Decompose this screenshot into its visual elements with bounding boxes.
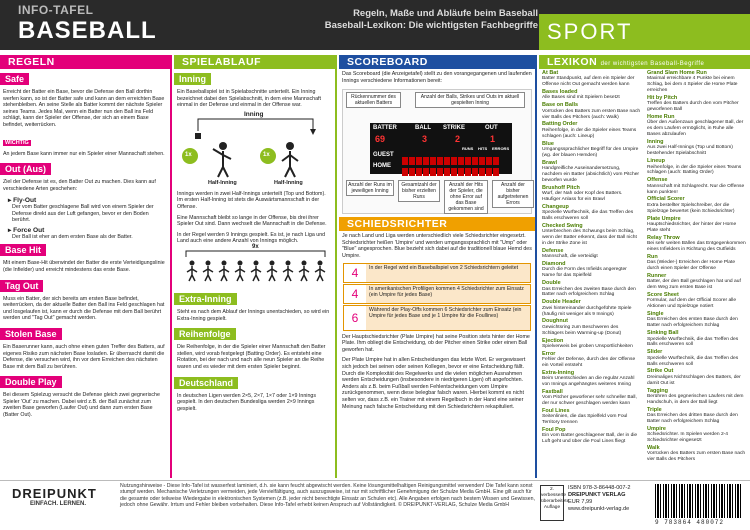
glossary-definition: Umgangssprachlicher Begriff für den Umpire (wg. der blauen Hemden) xyxy=(542,146,639,158)
glossary-term: Relay Throw xyxy=(647,234,680,241)
glossary-term: Brawl xyxy=(542,159,557,166)
umpire-count-3: 6 xyxy=(351,310,359,325)
germany-text: In deutschen Ligen werden 2×5, 2×7, 1×7 oder 1×9 Innings gespielt. In den deutschen Bundesliga werden 2×9 Innings gespielt. xyxy=(177,392,317,412)
force-out-label: Force Out xyxy=(13,226,45,234)
glossary-right xyxy=(644,69,749,465)
force-out-heading xyxy=(8,226,170,234)
stolen-base-text: Ein Baserunner kann, auch ohne einen guten Treffer des Batters, auf eigenes Risiko zum nächsten Base losladen. Er überrascht damit die Defense, die versuchen wird, ihn vor dem Erreichen des nächsten Base mit dem Ball zu berühren. xyxy=(3,343,165,370)
safe-text: Erreicht der Batter ein Base, bevor die Defense den Ball dorthin werfen kann, so ist der Batter safe und kann an dem erreichten Base stehenbleiben. An seine Stelle als Batter kommt der nächste Spieler seines Teams. Jedes Mal, wenn ein Batter nun den Ball ins Feld schlägt, kann der Spieler der Offense, der sich an einem Base befindet, weiterrücken. xyxy=(3,89,165,128)
website: www.dreipunkt-verlag.de xyxy=(568,506,630,512)
glossary-term: Umpire xyxy=(647,425,666,432)
tag-out-heading: Tag Out xyxy=(0,280,43,292)
glossary-definition: Mannschaft, die verteidigt xyxy=(542,254,598,260)
glossary-term: Fastball xyxy=(542,388,563,395)
glossary-definition: Spezielle Wurftechnik, die das Treffen des Balls erschweren soll xyxy=(542,210,634,221)
game-flow-column xyxy=(174,55,337,478)
glossary-definition: Spielverweis bei groben Unsportlichkeiten xyxy=(542,343,633,349)
double-play-text: Bei diesem Spielzug versucht die Defense gleich zwei gegnerische Spieler 'Out' zu machen. Dabei wird z.B. der Ball zunächst zum zweiten Base geworfen (Laufer Out) und dann zum ersten Base (Batter Out). xyxy=(3,392,160,419)
inning-diagram-label: Inning xyxy=(244,110,264,118)
glossary-definition: Spezielle Wurftechnik, die das Treffen des Balls erschweren soll xyxy=(647,355,739,367)
glossary-term: Runner xyxy=(647,272,667,279)
glossary-definition: Maximal erreichbare 4 Punkte bei einem Schlag, bei dem 4 Spieler die Home Plate erreichen xyxy=(647,76,738,94)
sb-hits-label: HITS xyxy=(478,146,488,152)
extra-inning-heading: Extra-Inning xyxy=(174,293,237,305)
sb-batter-number: 69 xyxy=(375,134,386,145)
inning-text-4: In der Regel werden 9 Innings gespielt. Es ist, je nach Liga und Land auch eine andere Anzahl von Innings möglich. xyxy=(177,231,326,245)
glossary-definition: Vorrücken des Batters zum ersten Base nach vier Balls des Pitchers xyxy=(647,451,746,463)
glossary-definition: Extra bestellter Spielschreiber, der die Spielzüge bewertet (kein Schiedsrichter) xyxy=(647,202,735,214)
scoreboard-heading: SCOREBOARD xyxy=(339,55,535,69)
glossary-term: Diamond xyxy=(542,261,566,268)
glossary-term: Score Sheet xyxy=(647,292,679,299)
fly-out-label: Fly-Out xyxy=(13,197,37,205)
callout-errors: Anzahl der bisher aufgetretenen Errors xyxy=(492,180,534,208)
scoreboard-diagram xyxy=(342,89,532,214)
safe-heading: Safe xyxy=(0,73,29,85)
double-play-heading: Double Play xyxy=(0,376,62,388)
glossary-term: Extra-Inning xyxy=(542,369,575,376)
glossary-definition: Dreimaliges Nichtschlagen des Batters, der damit Out ist xyxy=(647,374,741,386)
sb-home-leds xyxy=(402,163,500,181)
isbn-block xyxy=(568,485,631,513)
barcode-icon xyxy=(655,484,743,518)
glossary-definition: Das (Wieder-) Erreichen der Home Plate durch einen Spieler der Offense xyxy=(647,260,736,271)
sb-ball-label: BALL xyxy=(415,125,431,132)
inning-diagram xyxy=(178,111,331,189)
glossary-term: Run xyxy=(647,253,658,260)
glossary-term: Defense xyxy=(542,247,564,254)
umpire-desc-2: In amerikanischen Profiligen kommen 4 Schiedsrichter zum Einsatz (ein Umpire für jedes Base) xyxy=(366,285,530,303)
glossary-heading xyxy=(539,55,750,69)
glossary-definition: Formular, auf dem der Official Scorer alle Aktionen und Spielzüge notiert xyxy=(647,298,737,310)
nine-innings-icons xyxy=(178,247,333,289)
glossary-definition: Gewichtsring zum Beschweren des Schlägers beim Warming-up (Donut) xyxy=(542,324,622,336)
header-kicker: INFO-TAFEL xyxy=(18,3,94,17)
glossary-entries xyxy=(539,69,750,465)
scoreboard-column xyxy=(339,55,537,478)
callout-inning-runs: Anzahl der Runs im jeweiligen Inning xyxy=(346,180,394,196)
glossary-definition: Bei sehr weiten Bällen das Entgegenkommen eines Infielders in Richtung des Outfields xyxy=(647,240,746,252)
glossary-definition: Schiedsrichter. In Spielen werden 2-4 Schiedsrichter eingesetzt xyxy=(647,432,729,443)
scoreboard-intro: Das Scoreboard (die Anzeigetafel) stellt zu den vorangegangenen und laufenden Innings verschiedene Informationen bereit: xyxy=(342,71,532,84)
scoreboard-display xyxy=(370,123,512,174)
umpire-row-1 xyxy=(343,263,531,283)
glossary-term: Lineup xyxy=(647,158,666,165)
umpire-row-3 xyxy=(343,305,531,331)
sb-errors-label: ERRORS xyxy=(492,146,510,152)
triangle-icon: ▸ xyxy=(8,197,14,205)
page-title: BASEBALL xyxy=(18,17,157,44)
glossary-definition: Beim Unentschieden an die regulär Anzahl von Innings angehängtes weiteres Inning xyxy=(542,376,635,388)
glossary-title: LEXIKON xyxy=(547,56,598,68)
glossary-definition: Unterbrechen des Schwungs beim Schlag, wenn der Batter erkennt, dass der Ball nicht in der Strike Zone ist xyxy=(542,229,637,246)
out-heading: Out (Aus) xyxy=(0,163,51,175)
glossary-term: Home Run xyxy=(647,114,675,121)
out-text: Ziel der Defense ist es, den Batter Out zu machen. Dies kann auf verschiedene Arten geschehen: xyxy=(3,179,156,192)
glossary-definition: Das Erreichen des dritten Base durch den Batter nach erfolgreichem Schlag xyxy=(647,412,738,424)
extra-inning-text: Steht es nach dem Ablauf der Innings unentschieden, so wird ein Extra-Inning gespielt. xyxy=(177,308,330,322)
glossary-term: Checked Swing xyxy=(542,222,583,229)
nine-innings-graphic xyxy=(178,243,331,289)
glossary-definition: Treffen des Batters durch den vom Pitcher geworfenen Ball xyxy=(647,101,739,113)
badge-1x-second: 1x xyxy=(263,151,270,158)
barcode-number: 9 783864 480072 xyxy=(655,519,725,526)
glossary-definition: Vorrücken des Batters zum ersten Base nach vier Balls des Pitchers (auch: Walk) xyxy=(542,108,641,120)
glossary-term: Double Header xyxy=(542,299,581,306)
glossary-definition: Batter Standpunkt, auf dem ein Spieler der Offense nicht Out gemacht werden kann xyxy=(542,76,635,88)
glossary-definition: Vom Pitcher geworfener sehr schneller Ball, der nur schwer geschlagen werden kann xyxy=(542,395,637,407)
callout-total-runs: Gesamtzahl der bisher erzielten Runs xyxy=(398,180,440,202)
base-hit-heading: Base Hit xyxy=(0,244,46,256)
glossary-definition: Reihenfolge, in der die Spieler eines Teams schlagen (auch: Batting Order) xyxy=(647,164,742,176)
rules-column xyxy=(0,55,172,478)
inning-text: Ein Baseballspiel ist in Spielabschnitte unterteilt. Ein Inning bezeichnet dabei den Spielabschnitt, in dem eine Mannschaft einmal in der Defense und einmal in der Offense war. xyxy=(177,89,321,109)
fielder-figure-icon xyxy=(286,142,294,150)
isbn: ISBN 978-3-86448-007-2 xyxy=(568,485,631,491)
glossary-term: Foul Pop xyxy=(542,427,566,434)
glossary-definition: Das Erreichen des zweiten Base durch den Batter nach erfolgreichem Schlag xyxy=(542,286,636,298)
glossary-definition: Wurf, der Nah oder Kopf des Batters. Häufiger Anlass für ein Brawl xyxy=(542,190,623,202)
tag-out-text: Muss ein Batter, der sich bereits am ersten Base befindet, weiterrücken, da der aktuelle Batter den Ball ins Feld geschlagen hat und losgelaufen ist, kann er durch die Defense mit dem Ball berührt werden und "Tag Out" gemacht werden. xyxy=(3,295,165,322)
order-text: Die Reihenfolge, in der die Spieler einer Mannschaft den Batter stellen, wird vorab festgelegt (Batting Order). Es entsteht eine Rotation, bei der nach und nach alle neun Spieler an die Reihe waren und es wieder mit dem ersten Spieler beginnt. xyxy=(177,344,326,370)
glossary-term: Grand Slam Home Run xyxy=(647,70,707,76)
nine-innings-label: 9x xyxy=(252,243,259,250)
game-flow-heading: SPIELABLAUF xyxy=(174,55,335,69)
glossary-term: Changeup xyxy=(542,203,569,210)
glossary-term: Tagging xyxy=(647,387,668,394)
force-out-text: Der Ball ist eher an dem ersten Base als der Batter. xyxy=(12,233,133,240)
glossary-definition: Aus zwei Half-Innings (Top und Bottom) bestehender Spielabschnitt xyxy=(647,145,733,157)
order-heading: Reihenfolge xyxy=(174,328,236,340)
glossary-term: Official Scorer xyxy=(647,196,685,203)
glossary-definition: Berühren des gegnerischen Läufers mit dem Handschuh, in dem der Ball liegt xyxy=(647,393,744,405)
inning-diagram-graphic xyxy=(178,111,333,189)
publisher-name: DREIPUNKT VERLAG xyxy=(568,492,626,498)
glossary-term: Slider xyxy=(647,349,663,356)
glossary-term: Batting Order xyxy=(542,121,578,128)
inning-heading: Inning xyxy=(174,73,211,85)
glossary-term: Ejection xyxy=(542,337,564,344)
batter-figure-icon xyxy=(219,142,227,150)
glossary-definition: Fehler der Defense, durch den der Offense ein Vorteil entsteht xyxy=(542,357,636,368)
glossary-column xyxy=(539,55,750,478)
badge-1x-first: 1x xyxy=(185,151,192,158)
glossary-definition: Batter, der den Ball geschlagen hat und auf dem Weg zum ersten Base ist xyxy=(647,279,741,291)
half-inning-label-1: Half-Inning xyxy=(208,179,237,186)
glossary-left xyxy=(539,69,644,465)
inning-text-2: Innings werden in zwei Half-Innings unterteilt (Top und Bottom). Im ersten Half-Inning ist stets die Auswärtsmannschaft in der Offense. xyxy=(177,190,326,210)
glossary-term: Bases loaded xyxy=(542,89,578,96)
glossary-definition: Seitenlinien, die das Spielfeld vom Foul Territory trennen xyxy=(542,414,628,426)
germany-heading: Deutschland xyxy=(174,377,238,389)
glossary-term: Foul Lines xyxy=(542,408,570,415)
sb-runs-label: RUNS xyxy=(462,146,474,152)
sb-out-value: 1 xyxy=(490,134,496,145)
glossary-definition: Alle Bases sind mit Spielern besetzt xyxy=(542,95,620,101)
umpire-heading: SCHIEDSRICHTER xyxy=(339,217,535,231)
glossary-definition: Reihenfolge, in der die Spieler eines Teams schlagen (auch: Lineup) xyxy=(542,127,637,139)
subtitle-line-2: Baseball-Lexikon: Die wichtigsten Fachbegriffe xyxy=(324,20,538,31)
edition-badge: 2. verbesserte überarbeitete Auflage xyxy=(540,485,564,521)
glossary-term: Double xyxy=(542,280,561,287)
glossary-term: Plate Umpire xyxy=(647,215,681,222)
glossary-term: Inning xyxy=(647,139,664,146)
sb-guest-label: GUEST xyxy=(373,152,394,159)
legal-notice: Nutzungshinweise - Diese Info-Tafel ist wasserfest laminiert, d.h. sie kann feucht abgewischt werden. Keine lösungsmittelhaltigen Reinigungsmittel verwenden! Die Tafel kann sonst stumpf werden. Mechanische Verletzungen vermeiden, jede Vervielfältigung, auch auszugsweise, ist nur mit schriftlicher Genehmigung der Schulze Media GmbH. Eine gilt auch für die gesamte oder teilweise Wiedergabe in elektronischen Systemen (z.B. jeder nicht berechtigte Einsatz an Schulen etc). Alle Angaben erfolgen nach bestem Wissen und Gewissen, jedoch ohne Gewähr. Irrtum und Fehler bleiben vorbehalten. Diese Info-Tafel erhebt keinen Anspruch auf Vollständigkeit. © DREIPUNKT-VERLAG, Schulze Media GmbH xyxy=(120,483,535,508)
triangle-icon: ▸ xyxy=(8,226,14,234)
callout-count: Anzahl der Balls, Strikes und Outs im aktuell gespielten Inning xyxy=(415,92,525,108)
fly-out-heading xyxy=(8,196,170,204)
glossary-term: Doughnut xyxy=(542,318,568,325)
umpire-text-3: Der Plate Umpire hat in allen Entscheidungen das letzte Wort. Er vergewissert sich jedoch bei seinen oder seinen Kollegen, bevor er eine Entscheidung fällt. Durch die Komplexität des Regelwerks und die vielen möglichen Ausnahmen werden Entscheidungen (insbesondere in niedrigeren Ligen) oft angefochten. Anders als z.B. beim Fußball werden Fehlentscheidungen vom Umpire zurückgenommen, wenn diese belegbar falsch waren. Hierbei kommt es nicht selten vor, dass z.B. ein Trainer mit einem Regelbuch in der Hand eine seiner Meinung nach falsche Entscheidung mit den Schiedsrichtern rekapituliert. xyxy=(342,357,526,410)
glossary-definition: Spezielle Wurftechnik, die das Treffen des Balls erschweren soll xyxy=(647,336,739,348)
sb-ball-value: 3 xyxy=(422,134,428,145)
sb-out-label: OUT xyxy=(485,125,498,132)
glossary-definition: Hauptschiedsrichter, der hinter der Home Plate steht xyxy=(647,221,737,233)
glossary-definition: Zwei hintereinander durchgeführte Spiele (häufig mit weniger als 9 Innings) xyxy=(542,305,632,317)
sb-batter-label: BATTER xyxy=(373,125,397,132)
umpire-row-2 xyxy=(343,284,531,304)
footer xyxy=(0,480,750,530)
glossary-term: Brushoff Pitch xyxy=(542,184,580,191)
glossary-definition: Über den Außenzaun geschlagener Ball, der es dem Läufern ermöglicht, in Ruhe alle Bases abzulaufen xyxy=(647,120,744,138)
rules-heading: REGELN xyxy=(0,55,170,69)
subtitle-line-1: Regeln, Maße und Abläufe beim Baseball xyxy=(353,8,538,19)
fly-out-text: Der vom Batter geschlagene Ball wird von einem Spieler der Defense direkt aus der Luft gefangen, bevor er den Boden berührt. xyxy=(12,204,154,224)
umpire-desc-3: Während der Play-Offs kommen 6 Schiedsrichter zum Einsatz (ein Umpire für jedes Base und je 1 Umpire für die Foullines) xyxy=(366,306,530,330)
glossary-term: Blue xyxy=(542,140,554,147)
half-inning-label-2: Half-Inning xyxy=(274,179,303,186)
glossary-subtitle: der wichtigsten Baseball-Begriffe xyxy=(600,61,705,67)
glossary-definition: Handgreifliche Auseinandersetzung, nachdem ein Batter (absichtlich) vom Pitcher beworfen wurde xyxy=(542,165,640,183)
umpire-desc-1: In der Regel wird ein Baseballspiel von 2 Schiedsrichtern geleitet xyxy=(366,264,530,282)
important-badge: WICHTIG xyxy=(5,139,29,146)
glossary-term: At Bat xyxy=(542,70,559,76)
umpire-text-2: Der Hauptschiedsrichter (Plate Umpire) hat seine Position stets hinter der Home Plate. Ihm obliegt die Entscheidung, ob der Pitcher einen Strike oder einen Ball geworfen hat. xyxy=(342,333,530,353)
callout-batter-number: Rückennummer des aktuellen Batters xyxy=(346,92,401,108)
glossary-term: Offense xyxy=(647,177,668,184)
stolen-base-heading: Stolen Base xyxy=(0,328,62,340)
sport-label: SPORT xyxy=(547,19,633,44)
sb-home-label: HOME xyxy=(373,163,391,170)
sb-strike-label: STRIKE xyxy=(443,125,466,132)
glossary-definition: Das Erreichen des ersten Base durch den Batter nach erfolgreichem Schlag xyxy=(647,317,738,329)
glossary-term: Sinking Ball xyxy=(647,330,679,337)
glossary-term: Single xyxy=(647,311,664,318)
glossary-term: Strike Out xyxy=(647,368,674,375)
header-subtitle xyxy=(325,8,538,32)
glossary-term: Walk xyxy=(647,444,660,451)
glossary-term: Hit by Pitch xyxy=(647,95,678,102)
publisher-slogan: EINFACH. LERNEN. xyxy=(30,501,87,507)
base-hit-text: Mit einem Base-Hit überwindet der Batter die erste Verteidigungslinie (die Infielder) und erreicht mindestens das erste Base. xyxy=(3,260,165,273)
umpire-count-2: 4 xyxy=(351,286,359,301)
sb-strike-value: 2 xyxy=(455,134,461,145)
glossary-definition: Ein vom Batter geschlagener Ball, der in die Luft geht und über die Foul Lines fliegt xyxy=(542,433,638,445)
glossary-definition: Mannschaft mit Schlagrecht. Nur die Offense kann punkten! xyxy=(647,183,745,195)
callout-hits: Anzahl der Hits der Spieler, die ohne Error auf das Base gekommen sind xyxy=(444,180,488,214)
glossary-term: Error xyxy=(542,350,556,357)
inning-text-3: Eine Mannschaft bleibt so lange in der Offense, bis drei ihrer Spieler Out sind. Dann wechselt die Mannschaft in die Defense. xyxy=(177,214,327,228)
glossary-term: Triple xyxy=(647,406,662,413)
price: EUR 7,99 xyxy=(568,499,593,505)
umpire-count-1: 4 xyxy=(351,265,359,280)
glossary-definition: Durch die Form des Infields angeregter Name für das Spielfeld xyxy=(542,267,627,279)
sport-banner xyxy=(539,14,750,50)
publisher-logo: DREIPUNKT xyxy=(12,486,97,501)
important-text: An jedem Base kann immer nur ein Spieler einer Mannschaft stehen. xyxy=(3,150,165,157)
glossary-term: Base on Balls xyxy=(542,102,579,109)
umpire-text-1: Je nach Land und Liga werden unterschiedlich viele Schiedsrichter eingesetzt. Schiedsrichter heißen 'Umpire' und werden umgangssprachlich mit "Ump" oder "Blue" angesprochen. Blue bezieht sich dabei auf die traditionell blaue Hemd des Umpire. xyxy=(342,233,532,259)
